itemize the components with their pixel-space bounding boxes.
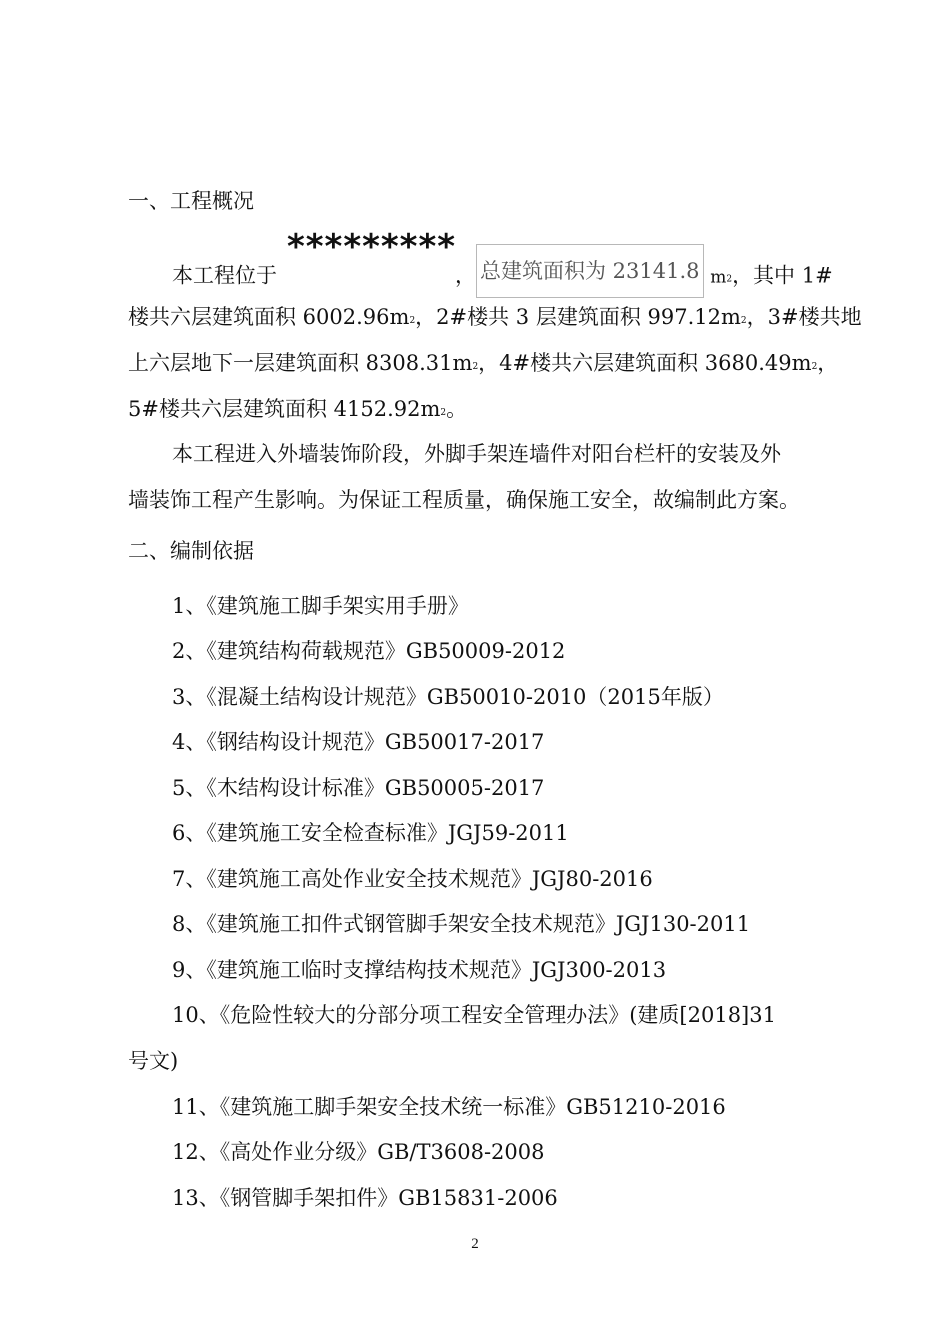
- reference-item: 12、《高处作业分级》GB/T3608-2008: [172, 1140, 545, 1164]
- sup: 2: [811, 362, 818, 372]
- unit-m: m: [710, 267, 727, 288]
- section-heading-basis: 二、编制依据: [128, 539, 254, 563]
- sup: 2: [740, 316, 747, 326]
- text-segment: ，2#楼共 3 层建筑面积 997.12m: [415, 305, 741, 329]
- text-segment: 。: [446, 397, 468, 421]
- highlighted-area-box: 总建筑面积为 23141.8: [476, 244, 704, 298]
- reference-item: 10、《危险性较大的分部分项工程安全管理办法》(建质[2018]31: [172, 1003, 776, 1027]
- paragraph-overview-line-3: [128, 349, 838, 381]
- text-segment: 5#楼共六层建筑面积 4152.92m: [128, 397, 441, 421]
- reference-item: 5、《木结构设计标准》GB50005-2017: [172, 776, 545, 800]
- paragraph-overview-line-2: [128, 303, 862, 335]
- reference-item: 7、《建筑施工高处作业安全技术规范》JGJ80-2016: [172, 867, 653, 891]
- page-number: 2: [471, 1236, 479, 1252]
- unit-sup: 2: [726, 274, 733, 285]
- paragraph-overview-line-4: [128, 395, 467, 427]
- reference-item: 11、《建筑施工脚手架安全技术统一标准》GB51210-2016: [172, 1095, 726, 1119]
- paragraph-stage-line-2: 墙装饰工程产生影响。为保证工程质量，确保施工安全，故编制此方案。: [128, 488, 800, 512]
- text-segment: 上六层地下一层建筑面积 8308.31m: [128, 351, 473, 375]
- reference-item: 9、《建筑施工临时支撑结构技术规范》JGJ300-2013: [172, 958, 667, 982]
- text-segment: ，4#楼共六层建筑面积 3680.49m: [478, 351, 812, 375]
- text-comma: ，: [455, 263, 476, 288]
- sup: 2: [409, 316, 416, 326]
- redacted-location: *********: [287, 227, 457, 267]
- section-heading-overview: 一、工程概况: [128, 189, 254, 213]
- text-rest: ，其中 1#: [732, 263, 833, 288]
- reference-item-continuation: 号文): [128, 1049, 179, 1073]
- reference-item: 4、《钢结构设计规范》GB50017-2017: [172, 730, 545, 754]
- reference-item: 8、《建筑施工扣件式钢管脚手架安全技术规范》JGJ130-2011: [172, 912, 751, 936]
- reference-item: 1、《建筑施工脚手架实用手册》: [172, 594, 469, 618]
- sup: 2: [440, 408, 447, 418]
- text-segment: ，3#楼共地: [746, 305, 862, 329]
- reference-item: 6、《建筑施工安全检查标准》JGJ59-2011: [172, 821, 569, 845]
- text-segment: ，: [817, 351, 839, 375]
- reference-item: 3、《混凝土结构设计规范》GB50010-2010（2015年版）: [172, 685, 724, 709]
- paragraph-stage-line-1: 本工程进入外墙装饰阶段，外脚手架连墙件对阳台栏杆的安装及外: [172, 442, 781, 466]
- paragraph-overview-line-1: [172, 256, 833, 298]
- text-prefix: 本工程位于: [172, 263, 277, 288]
- reference-item: 13、《钢管脚手架扣件》GB15831-2006: [172, 1186, 558, 1210]
- sup: 2: [472, 362, 479, 372]
- text-segment: 楼共六层建筑面积 6002.96m: [128, 305, 410, 329]
- reference-item: 2、《建筑结构荷载规范》GB50009-2012: [172, 639, 566, 663]
